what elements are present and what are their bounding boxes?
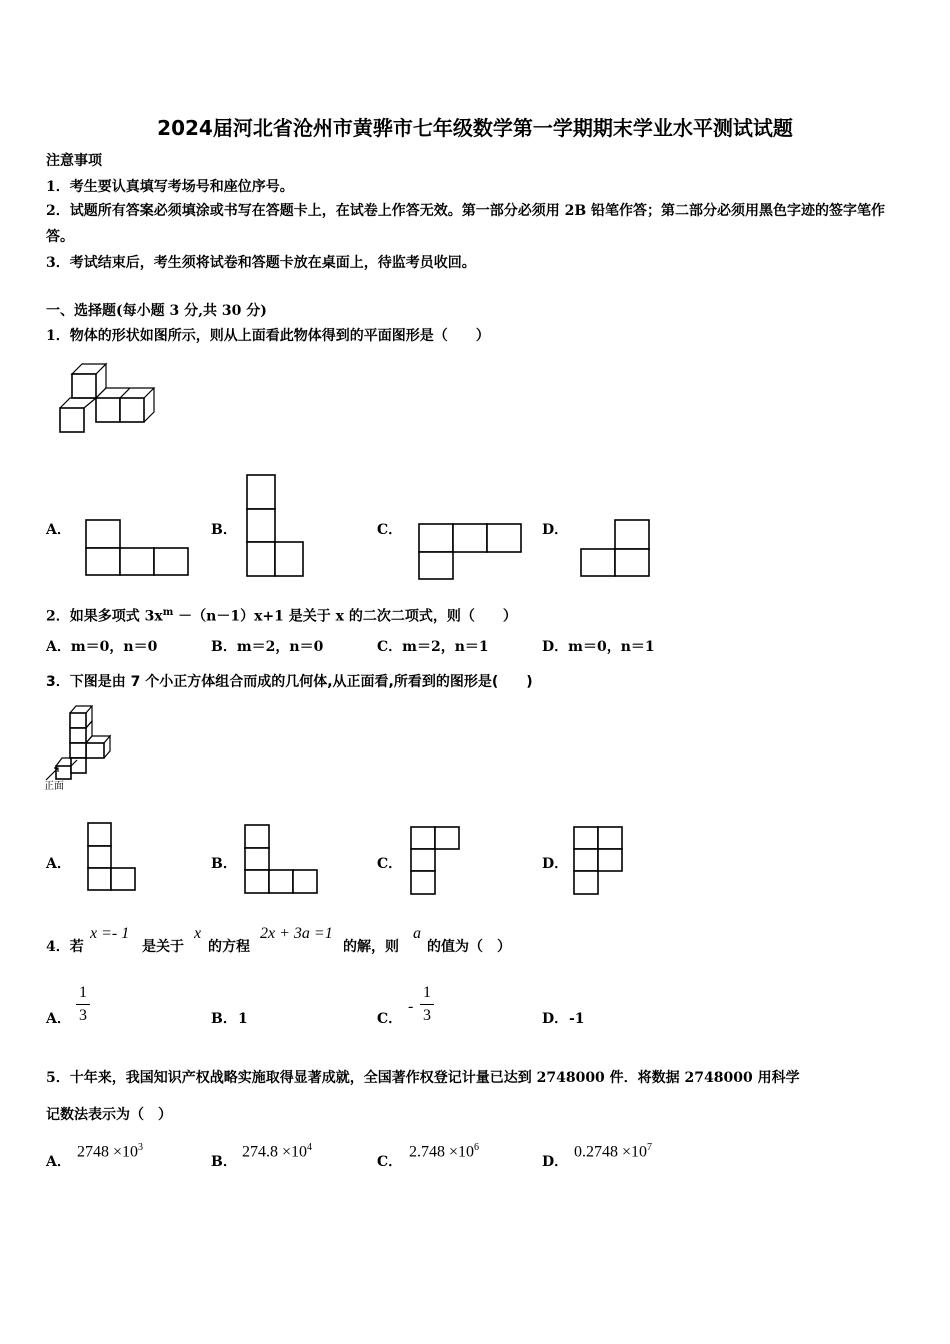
q5-option-a-label: A．: [46, 1154, 71, 1170]
q3-option-c-label: C．: [377, 856, 403, 872]
q5-option-c-value[interactable]: $2.748 \times 10^6$: [409, 1142, 480, 1161]
q3-option-b-figure[interactable]: [244, 824, 320, 896]
q4-math-equation: 2x + 3a =1: [260, 925, 333, 942]
q3-option-c-figure[interactable]: [410, 826, 462, 896]
q3-option-d-label: D．: [542, 856, 569, 872]
q5-option-b-label: B．: [211, 1154, 237, 1170]
q5-option-d-label: D．: [542, 1154, 569, 1170]
q4-option-d-value[interactable]: -1: [569, 1011, 585, 1027]
notice-item-2: 2．试题所有答案必须填涂或书写在答题卡上，在试卷上作答无效。第一部分必须用 2B 铅笔作答；第二部分必须用黑色字迹的签字笔作答。: [46, 203, 886, 245]
q3-option-a-label: A．: [46, 856, 71, 872]
q1-option-b-label: B．: [211, 522, 237, 538]
q4-text-5: 的值为（ ）: [427, 939, 511, 955]
q3-option-b-label: B．: [211, 856, 237, 872]
q4-math-x: x: [194, 925, 202, 942]
q1-option-a-label: A．: [46, 522, 71, 538]
section-heading: 一、选择题(每小题 3 分,共 30 分): [46, 303, 267, 319]
q1-solid-figure: [58, 362, 168, 437]
q1-option-b-figure[interactable]: [246, 474, 306, 578]
q4-math-a: a: [413, 925, 421, 942]
q5-option-a-value[interactable]: $2748 \times 10^3$: [77, 1142, 144, 1161]
q3-front-arrow-icon: [42, 766, 72, 782]
q2-option-d[interactable]: D．m＝0，n＝1: [542, 639, 655, 655]
q2-option-a[interactable]: A．m＝0，n＝0: [46, 639, 158, 655]
q1-option-d-figure[interactable]: [579, 519, 653, 579]
q5-option-b-value[interactable]: $274.8 \times 10^4$: [242, 1142, 313, 1161]
notice-heading: 注意事项: [46, 153, 102, 169]
q4-math-x-equals-neg1: x =- 1: [90, 925, 130, 942]
q4-option-c-sign: -: [408, 998, 414, 1015]
q3-stem: 3．下图是由 7 个小正方体组合而成的几何体,从正面看,所看到的图形是( ): [46, 674, 533, 690]
q4-option-c-label: C．: [377, 1011, 403, 1027]
q4-text-3: 的方程: [208, 939, 250, 955]
notice-item-1: 1．考生要认真填写考场号和座位序号。: [46, 179, 294, 195]
page-title: 2024届河北省沧州市黄骅市七年级数学第一学期期末学业水平测试试题: [157, 116, 793, 140]
q4-option-d-label: D．: [542, 1011, 569, 1027]
q4-text-1: 4．若: [46, 939, 84, 955]
q1-option-c-label: C．: [377, 522, 403, 538]
q3-option-d-figure[interactable]: [573, 826, 625, 896]
notice-item-3: 3．考试结束后，考生须将试卷和答题卡放在桌面上，待监考员收回。: [46, 255, 476, 271]
q2-option-c[interactable]: C．m＝2，n＝1: [377, 639, 489, 655]
q4-text-2: 是关于: [142, 939, 184, 955]
q5-option-c-label: C．: [377, 1154, 403, 1170]
q1-stem: 1．物体的形状如图所示，则从上面看此物体得到的平面图形是（ ）: [46, 328, 490, 344]
q1-option-c-figure[interactable]: [418, 523, 524, 581]
q5-stem-line2: 记数法表示为（ ）: [46, 1107, 172, 1123]
q2-option-b[interactable]: B．m＝2，n＝0: [211, 639, 324, 655]
q1-option-a-figure[interactable]: [85, 519, 191, 577]
q3-front-label: 正面: [44, 781, 64, 792]
q4-option-b-value[interactable]: 1: [238, 1011, 248, 1027]
q3-option-a-figure[interactable]: [87, 822, 139, 894]
q5-stem-line1: 5．十年来，我国知识产权战略实施取得显著成就，全国著作权登记计量已达到 2748000 件．将数据 2748000 用科学: [46, 1070, 800, 1086]
q5-option-d-value[interactable]: $0.2748 \times 10^7$: [574, 1142, 653, 1161]
q4-option-b-label: B．: [211, 1011, 237, 1027]
q4-option-a-fraction[interactable]: 1 3: [76, 984, 90, 1025]
q4-option-c-fraction[interactable]: 1 3: [420, 984, 434, 1025]
q4-text-4: 的解，则: [343, 939, 399, 955]
q1-option-d-label: D．: [542, 522, 569, 538]
q2-stem: 2．如果多项式 $3x^m -(n-1)x+1$ 是关于 x 的二次二项式，则（ ）: [46, 607, 517, 625]
q4-option-a-label: A．: [46, 1011, 71, 1027]
